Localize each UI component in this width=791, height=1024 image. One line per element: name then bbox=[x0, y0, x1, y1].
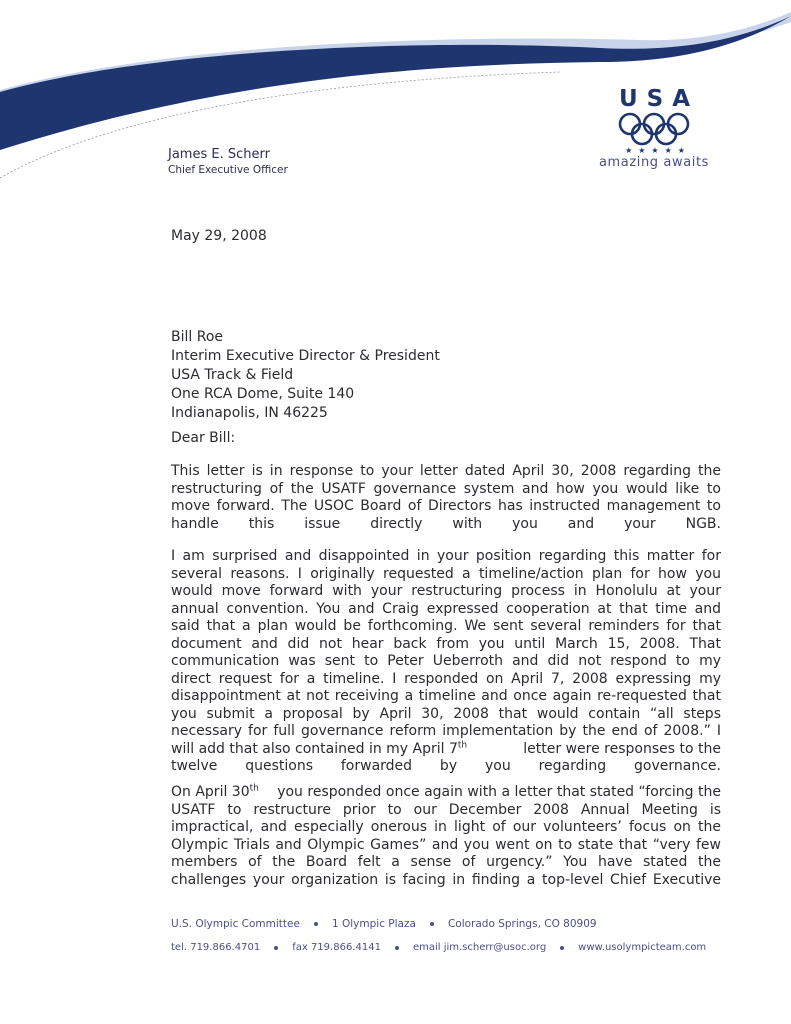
superscript: th bbox=[249, 783, 259, 794]
paragraph-line: move forward. The USOC Board of Directors has instructed management to bbox=[171, 498, 721, 514]
paragraph-line: impractical, and especially onerous in light of our volunteers’ focus on the bbox=[171, 819, 721, 835]
paragraph-line: annual convention. You and Craig expressed cooperation at that time and bbox=[171, 600, 721, 617]
recipient-address-line-1: One RCA Dome, Suite 140 bbox=[171, 386, 355, 402]
footer-address-row bbox=[171, 917, 706, 931]
brand-tagline: amazing awaits bbox=[598, 155, 710, 170]
sender-name: James E. Scherr bbox=[168, 147, 270, 162]
letterhead-footer bbox=[171, 917, 706, 955]
paragraph-line: several reasons. I originally requested a timeline/action plan for how you bbox=[171, 565, 721, 582]
footer-email[interactable]: email jim.scherr@usoc.org bbox=[412, 942, 547, 953]
line-segment bbox=[171, 741, 467, 759]
superscript: th bbox=[457, 739, 468, 750]
paragraph-line: twelve questions forwarded by you regarding governance. bbox=[171, 758, 721, 774]
paragraph-line: This letter is in response to your letter dated April 30, 2008 regarding the bbox=[171, 463, 721, 479]
line-text: you responded once again with a letter that stated “forcing the bbox=[277, 784, 721, 800]
paragraph-line: you submit a proposal by April 30, 2008 that would contain “all steps bbox=[171, 705, 721, 722]
paragraph-line: restructuring of the USATF governance system and how you would like to bbox=[171, 480, 721, 497]
paragraph-line bbox=[171, 784, 721, 802]
line-text: will add that also contained in my April 7 bbox=[171, 740, 458, 757]
paragraph-line: disappointment at not receiving a timeline and once again re-requested that bbox=[171, 688, 721, 704]
olympic-rings-icon bbox=[616, 112, 692, 146]
recipient-title: Interim Executive Director & President bbox=[171, 348, 440, 364]
logo-wordmark: USA bbox=[618, 86, 700, 112]
paragraph-line: Olympic Trials and Olympic Games” and you went on to state that “very few bbox=[171, 836, 721, 853]
line-text: letter were responses to the bbox=[523, 740, 721, 757]
paragraph-line: handle this issue directly with you and your NGB. bbox=[171, 515, 721, 532]
paragraph-line: communication was sent to Peter Ueberroth and did not respond to my bbox=[171, 653, 721, 669]
paragraph-line: members of the Board felt a sense of urgency.” You have stated the bbox=[171, 854, 721, 870]
footer-city: Colorado Springs, CO 80909 bbox=[447, 918, 597, 930]
paragraph-1 bbox=[171, 463, 721, 533]
recipient-org: USA Track & Field bbox=[171, 367, 294, 383]
footer-street: 1 Olympic Plaza bbox=[331, 918, 416, 930]
paragraph-line bbox=[171, 741, 721, 759]
paragraph-line: said that a plan would be forthcoming. We sent several reminders for that bbox=[171, 618, 721, 634]
paragraph-line: direct request for a timeline. I responded on April 7, 2008 expressing my bbox=[171, 670, 721, 687]
paragraph-line: document and did not hear back from you until March 15, 2008. That bbox=[171, 635, 721, 652]
usa-logo bbox=[598, 86, 710, 171]
sender-title: Chief Executive Officer bbox=[168, 164, 288, 176]
footer-tel: tel. 719.866.4701 bbox=[171, 942, 261, 953]
paragraph-2 bbox=[171, 548, 721, 776]
paragraph-line: I am surprised and disappointed in your position regarding this matter for bbox=[171, 548, 721, 564]
recipient-name: Bill Roe bbox=[171, 329, 224, 345]
stars-icon: ★★★★★ bbox=[625, 146, 691, 155]
paragraph-line: necessary for full governance reform implementation by the end of 2008.” I bbox=[171, 723, 721, 739]
bullet-icon bbox=[395, 946, 399, 950]
footer-contact-row bbox=[171, 941, 706, 955]
footer-fax: fax 719.866.4141 bbox=[292, 942, 381, 953]
salutation: Dear Bill: bbox=[171, 430, 236, 446]
paragraph-line: would move forward with your restructuring process in Honolulu at your bbox=[171, 583, 721, 599]
paragraph-line: USATF to restructure prior to our December 2008 Annual Meeting is bbox=[171, 801, 721, 818]
sender-block bbox=[168, 146, 288, 177]
recipient-address-line-2: Indianapolis, IN 46225 bbox=[171, 405, 328, 421]
footer-org: U.S. Olympic Committee bbox=[171, 918, 300, 930]
bullet-icon bbox=[430, 922, 434, 926]
paragraph-3 bbox=[171, 784, 721, 889]
recipient-address bbox=[171, 328, 440, 423]
bullet-icon bbox=[314, 922, 318, 926]
bullet-icon bbox=[274, 946, 278, 950]
line-segment bbox=[171, 784, 259, 802]
bullet-icon bbox=[560, 946, 564, 950]
footer-website[interactable]: www.usolympicteam.com bbox=[578, 942, 707, 953]
paragraph-line: challenges your organization is facing in finding a top-level Chief Executive bbox=[171, 871, 721, 888]
letter-date: May 29, 2008 bbox=[171, 228, 267, 244]
line-text: On April 30 bbox=[171, 784, 250, 800]
